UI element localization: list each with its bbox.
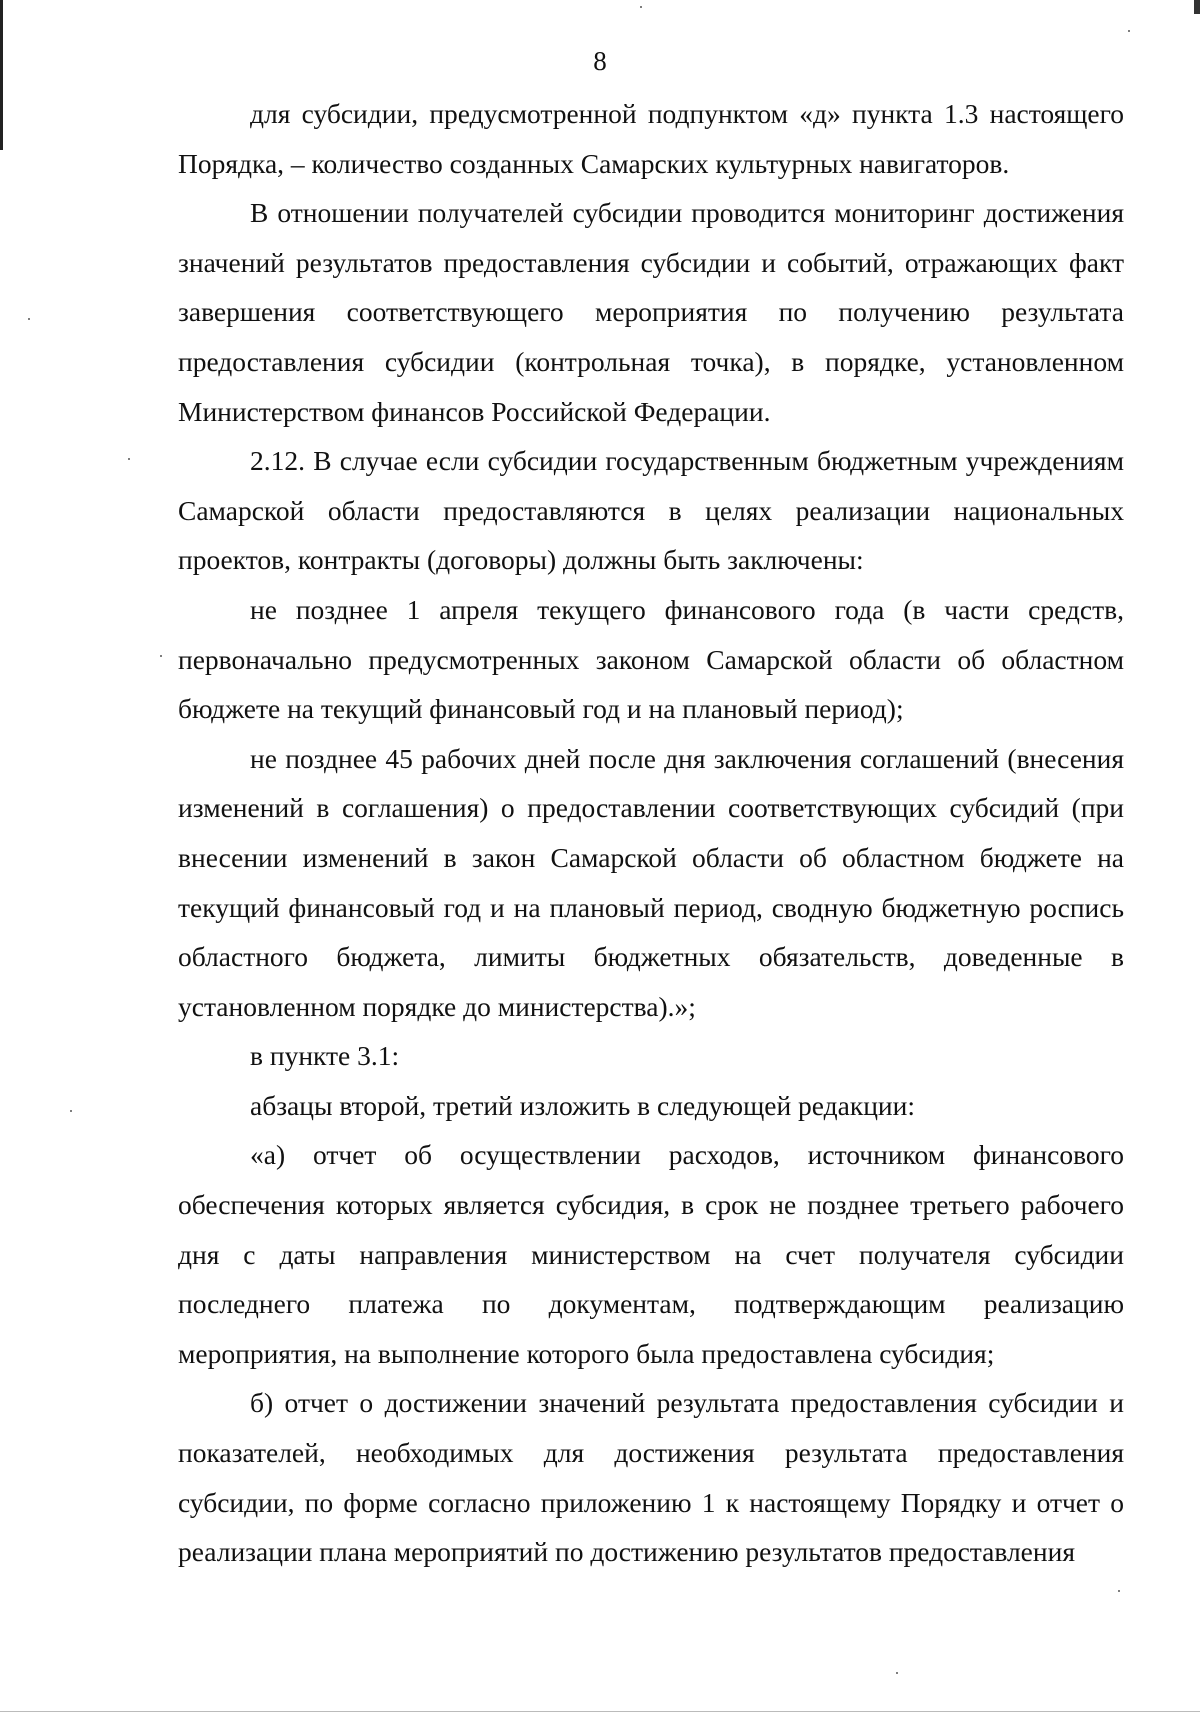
scan-speck bbox=[128, 458, 130, 460]
scan-speck bbox=[896, 1672, 898, 1674]
scan-speck bbox=[640, 6, 642, 8]
document-body bbox=[178, 89, 1124, 1577]
page-number: 8 bbox=[593, 46, 607, 76]
scan-speck bbox=[28, 318, 30, 320]
paragraph: в пункте 3.1: bbox=[250, 1040, 400, 1072]
paragraph: для субсидии, предусмотренной подпунктом «д» пункта 1.3 настоящего Порядка, – количество созданных Самарских культурных навигаторов. bbox=[178, 98, 1124, 179]
paragraph: не позднее 45 рабочих дней после дня заключения соглашений (внесения изменений в соглашения) о предоставлении соответствующих субсидий (при внесении изменений в закон Самарской области об областном бюджете на текущий финансовый год и на плановый период, сводную бюджетную роспись областного бюджета, лимиты бюджетных обязательств, доведенные в установленном порядке до министерства).»; bbox=[178, 742, 1124, 1022]
paragraph: «а) отчет об осуществлении расходов, источником финансового обеспечения которых является субсидия, в срок не позднее третьего рабочего дня с даты направления министерством на счет получателя субсидии последнего платежа по документам, подтверждающим реализацию мероприятия, на выполнение которого была предоставлена субсидия; bbox=[178, 1139, 1124, 1369]
paragraph: 2.12. В случае если субсидии государственным бюджетным учреждениям Самарской области предоставляются в целях реализации национальных проектов, контракты (договоры) должны быть заключены: bbox=[178, 445, 1124, 576]
scan-speck bbox=[70, 1110, 72, 1112]
scan-speck bbox=[160, 655, 162, 657]
paragraph: В отношении получателей субсидии проводится мониторинг достижения значений результатов предоставления субсидии и событий, отражающих факт завершения соответствующего мероприятия по получению результата предоставления субсидии (контрольная точка), в порядке, установленном Министерством финансов Российской Федерации. bbox=[178, 197, 1124, 427]
scan-bottom-line bbox=[0, 1711, 1200, 1712]
paragraph: б) отчет о достижении значений результата предоставления субсидии и показателей, необходимых для достижения результата предоставления субсидии, по форме согласно приложению 1 к настоящему Порядку и отчет о реализации плана мероприятий по достижению результатов предоставления bbox=[178, 1387, 1124, 1568]
paragraph: абзацы второй, третий изложить в следующей редакции: bbox=[250, 1089, 915, 1121]
scan-edge-mark bbox=[1194, 0, 1200, 14]
scan-speck bbox=[1128, 30, 1130, 32]
paragraph: не позднее 1 апреля текущего финансового года (в части средств, первоначально предусмотренных законом Самарской области об областном бюджете на текущий финансовый год и на плановый период); bbox=[178, 593, 1124, 725]
scan-speck bbox=[1118, 1590, 1120, 1592]
